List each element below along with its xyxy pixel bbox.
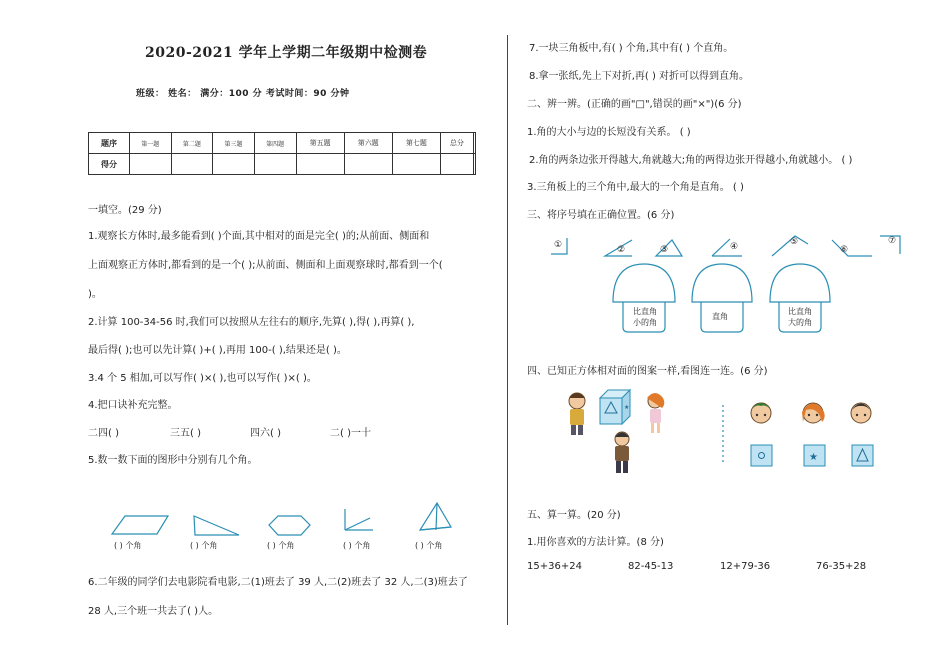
q2-line-1: 2.计算 100-34-56 时,我们可以按照从左往右的顺序,先算( ),得( ),再算( ), bbox=[88, 317, 415, 328]
col-4: 第四题 bbox=[254, 133, 296, 154]
q5-label-2: ( ) 个角 bbox=[190, 541, 218, 550]
angle-num-2: ② bbox=[617, 245, 626, 255]
q4: 4.把口诀补充完整。 bbox=[88, 400, 178, 411]
angle-num-1: ① bbox=[554, 240, 563, 250]
section-5-heading: 五、算一算。(20 分) bbox=[527, 510, 621, 521]
section-3-heading: 三、将序号填在正确位置。(6 分) bbox=[527, 210, 675, 221]
box-label-right-angle: 直角 bbox=[712, 312, 728, 321]
angle-num-3: ③ bbox=[660, 245, 669, 255]
q4-item-2: 三五( ) bbox=[170, 428, 201, 439]
section-4-heading: 四、已知正方体相对面的图案一样,看图连一连。(6 分) bbox=[527, 366, 768, 377]
q5-label-4: ( ) 个角 bbox=[343, 541, 371, 550]
box-label-smaller-line-1: 比直角 bbox=[633, 307, 657, 316]
q6-line-1: 6.二年级的同学们去电影院看电影,二(1)班去了 39 人,二(2)班去了 32 人,二(3)班去了 bbox=[88, 577, 468, 588]
calc-1: 15+36+24 bbox=[527, 561, 582, 572]
q7: 7.一块三角板中,有( ) 个角,其中有( ) 个直角。 bbox=[529, 43, 734, 54]
judge-1: 1.角的大小与边的长短没有关系。 ( ) bbox=[527, 127, 691, 138]
q5: 5.数一数下面的图形中分别有几个角。 bbox=[88, 455, 258, 466]
q5-label-3: ( ) 个角 bbox=[267, 541, 295, 550]
exam-info: 班级： 姓名： 满分：100 分 考试时间：90 分钟 bbox=[136, 89, 350, 99]
calc-3: 12+79-36 bbox=[720, 561, 771, 572]
q3: 3.4 个 5 相加,可以写作( )×( ),也可以写作( )×( )。 bbox=[88, 373, 317, 384]
angle-num-4: ④ bbox=[730, 242, 739, 252]
col-2: 第二题 bbox=[171, 133, 213, 154]
judge-2: 2.角的两条边张开得越大,角就越大;角的两得边张开得越小,角就越小。 ( ) bbox=[529, 155, 853, 166]
q4-item-1: 二四( ) bbox=[88, 428, 119, 439]
cube-figure bbox=[600, 390, 630, 424]
svg-text:★: ★ bbox=[624, 404, 630, 411]
boy-face-1 bbox=[751, 403, 771, 423]
judge-3: 3.三角板上的三个角中,最大的一个角是直角。 ( ) bbox=[527, 182, 744, 193]
col-7: 第七题 bbox=[392, 133, 440, 154]
girl-figure bbox=[647, 393, 664, 433]
q4-item-3: 四六( ) bbox=[250, 428, 281, 439]
row-header-number: 题序 bbox=[89, 133, 130, 154]
girl-face bbox=[802, 403, 825, 423]
section-1-heading: 一填空。(29 分) bbox=[88, 205, 162, 216]
tile-circle bbox=[751, 445, 772, 466]
q4-item-4: 二( )一十 bbox=[330, 428, 371, 439]
box-label-smaller-line-2: 小的角 bbox=[633, 318, 657, 327]
tile-star bbox=[804, 445, 825, 466]
boy-figure-bottom bbox=[615, 432, 629, 473]
tile-triangle bbox=[852, 445, 873, 466]
q5-label-1: ( ) 个角 bbox=[114, 541, 142, 550]
col-1: 第一题 bbox=[130, 133, 172, 154]
col-3: 第三题 bbox=[213, 133, 255, 154]
q1-line-1: 1.观察长方体时,最多能看到( )个面,其中相对的面是完全( )的;从前面、侧面和 bbox=[88, 231, 430, 242]
q8: 8.拿一张纸,先上下对折,再( ) 对折可以得到直角。 bbox=[529, 71, 750, 82]
q2-line-2: 最后得( );也可以先计算( )+( ),再用 100-( ),结果还是( )。 bbox=[88, 345, 347, 356]
row-header-score: 得分 bbox=[89, 154, 130, 175]
calc-4: 76-35+28 bbox=[816, 561, 867, 572]
angle-num-5: ⑤ bbox=[790, 237, 799, 247]
col-6: 第六题 bbox=[344, 133, 392, 154]
svg-text:★: ★ bbox=[809, 452, 818, 463]
q5-label-5: ( ) 个角 bbox=[415, 541, 443, 550]
angle-num-6: ⑥ bbox=[840, 245, 849, 255]
boy-face-2 bbox=[851, 403, 871, 423]
boy-figure-left bbox=[569, 393, 585, 435]
q1-line-3: )。 bbox=[88, 289, 102, 300]
box-label-larger-line-1: 比直角 bbox=[788, 307, 812, 316]
section-5-sub: 1.用你喜欢的方法计算。(8 分) bbox=[527, 537, 664, 548]
q1-line-2: 上面观察正方体时,都看到的是一个( );从前面、侧面和上面观察球时,都看到一个( bbox=[88, 260, 443, 271]
q6-line-2: 28 人,三个班一共去了( )人。 bbox=[88, 606, 219, 617]
calc-2: 82-45-13 bbox=[628, 561, 674, 572]
box-label-larger-line-2: 大的角 bbox=[788, 318, 812, 327]
col-total: 总分 bbox=[440, 133, 473, 154]
angle-num-7: ⑦ bbox=[888, 236, 897, 246]
exam-title: 2020-2021 学年上学期二年级期中检测卷 bbox=[145, 45, 428, 61]
section-2-heading: 二、辨一辨。(正确的画"□",错误的画"×")(6 分) bbox=[527, 99, 742, 110]
col-5: 第五题 bbox=[296, 133, 344, 154]
